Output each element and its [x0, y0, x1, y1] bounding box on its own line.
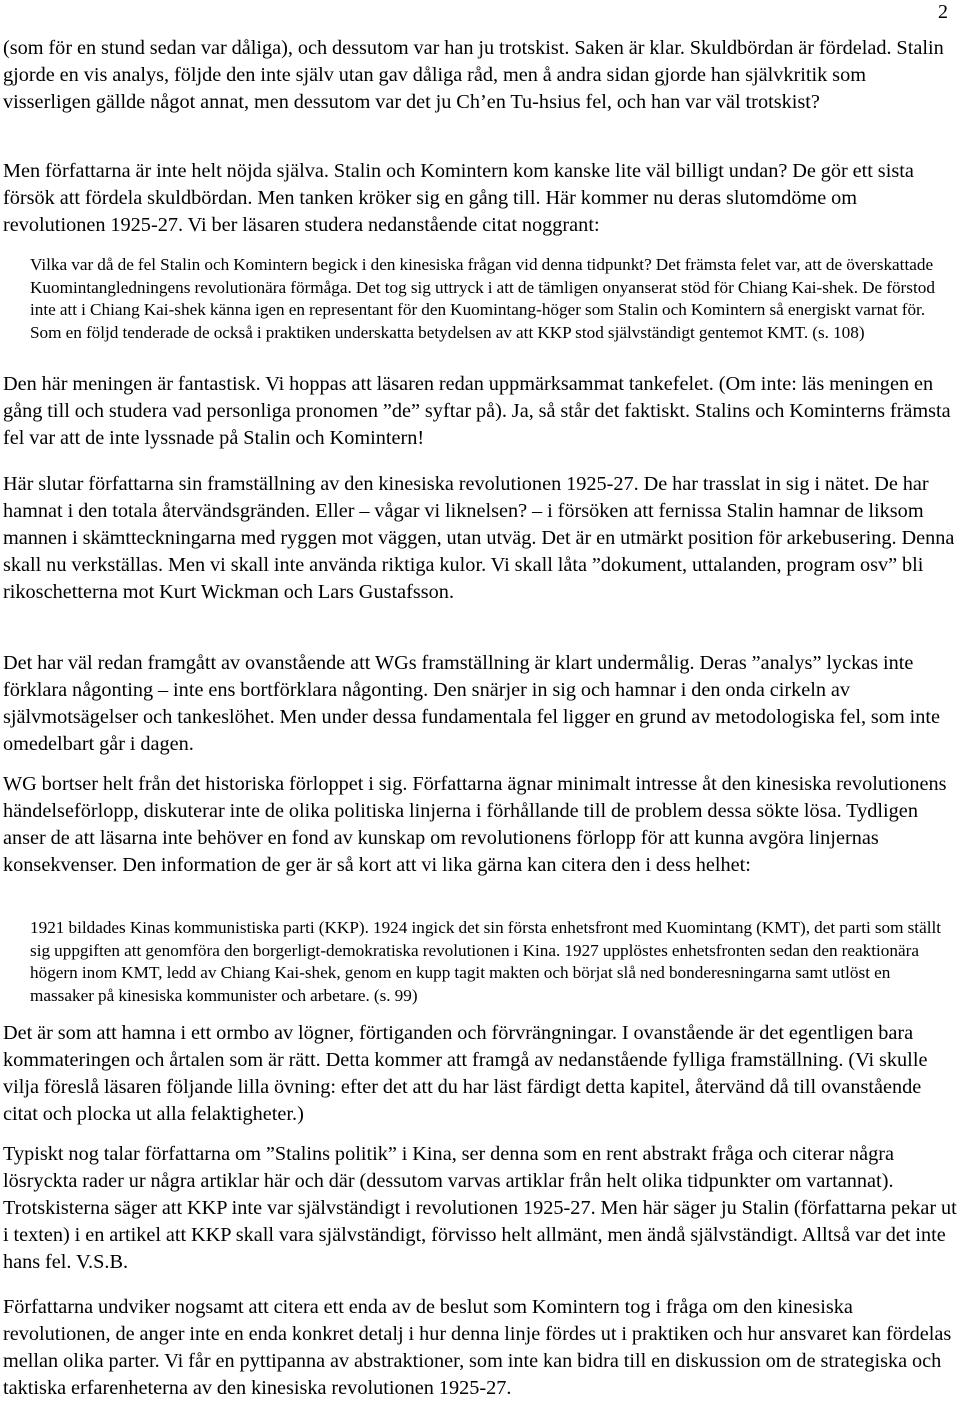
paragraph-forfattarna-inte-nojda: Men författarna är inte helt nöjda själva. Stalin och Komintern kom kanske lite väl billigt undan? De gör ett sista försök att fördela skuldbördan. Men tanken kröker sig en gång till. Här kommer nu deras slutomdöme om revolutionen 1925-27. Vi ber läsaren studera nedanstående citat noggrant:	[3, 160, 914, 236]
paragraph-stalins-politik: Typiskt nog talar författarna om ”Stalins politik” i Kina, ser denna som en rent abstrakt fråga och citerar några lösryckta rader ur några artiklar här och där (dessutom varvas artiklar från helt olika tidpunkter om vartannat). Trotskisterna säger att KKP inte var självständigt i revolutionen 1925-27. Men här säger ju Stalin (författarna pekar ut i texten) i en artikel att KKP skall vara självständigt, förvisso helt allmänt, men ändå självständigt. Alltså var det inte hans fel. V.S.B.	[3, 1143, 957, 1273]
paragraph-meningen-fantastisk: Den här meningen är fantastisk. Vi hoppas att läsaren redan uppmärksammat tankefelet. (Om inte: läs meningen en gång till och studera vad personliga pronomen ”de” syftar på). Ja, så står det faktiskt. Stalins och Kominterns främsta fel var att de inte lyssnade på Stalin och Komintern!	[3, 373, 951, 449]
paragraph-ormbo: Det är som att hamna i ett ormbo av lögner, förtiganden och förvrängningar. I ovanstående är det egentligen bara kommateringen och årtalen som är rätt. Detta kommer att framgå av nedanstående fylliga framställning. (Vi skulle vilja föreslå läsaren följande lilla övning: efter det att du har läst färdigt detta kapitel, återvänd då till ovanstående citat och plocka ut alla felaktigheter.)	[3, 1022, 928, 1125]
paragraph-undermalig: Det har väl redan framgått av ovanstående att WGs framställning är klart undermålig. Deras ”analys” lyckas inte förklara någonting – inte ens bortförklara någonting. Den snärjer in sig och hamnar i den onda cirkeln av självmotsägelser och tankeslöhet. Men under dessa fundamentala fel ligger en grund av metodologiska fel, som inte omedelbart går i dagen.	[3, 652, 940, 755]
paragraph-slutar-framstallning: Här slutar författarna sin framställning av den kinesiska revolutionen 1925-27. De har trasslat in sig i nätet. De har hamnat i den totala återvändsgränden. Eller – vågar vi liknelsen? – i försöken att fernissa Stalin hamnar de liksom mannen i skämtteckningarna med ryggen mot väggen, utan utväg. Det är en utmärkt position för arkebusering. Denna skall nu verkställas. Men vi skall inte använda riktiga kulor. Vi skall låta ”dokument, uttalanden, program osv” bli rikoschetterna mot Kurt Wickman och Lars Gustafsson.	[3, 473, 955, 603]
paragraph-skuldbordan: (som för en stund sedan var dåliga), och dessutom var han ju trotskist. Saken är klar. Skuldbördan är fördelad. Stalin gjorde en vis analys, följde den inte själv utan gav dåliga råd, men å andra sidan gjorde han självkritik som visserligen gällde något annat, men dessutom var det ju Ch’en Tu-hsius fel, och han var väl trotskist?	[3, 37, 944, 113]
block-quote-stalin-fel: Vilka var då de fel Stalin och Komintern begick i den kinesiska frågan vid denna tidpunkt? Det främsta felet var, att de överskattade Kuomintangledningens revolutionära förmåga. Det tog sig uttryck i att de tämligen onyanserat stöd för Chiang Kai-shek. De förstod inte att i Chiang Kai-shek känna igen en representant för den Kuomintang-höger som Stalin och Komintern så energiskt varnat för. Som en följd tenderade de också i praktiken underskatta betydelsen av att KKP stod självständigt gentemot KMT. (s. 108)	[30, 255, 935, 342]
page-number: 2	[938, 1, 948, 23]
paragraph-beslut-komintern: Författarna undviker nogsamt att citera ett enda av de beslut som Komintern tog i fråga om den kinesiska revolutionen, de anger inte en enda konkret detalj i hur denna linje fördes ut i praktiken och hur ansvaret kan fördelas mellan olika parter. Vi får en pyttipanna av abstraktioner, som inte kan bidra till en diskussion om de strategiska och taktiska erfarenheterna av den kinesiska revolutionen 1925-27.	[3, 1296, 952, 1399]
paragraph-historiska-forloppet: WG bortser helt från det historiska förloppet i sig. Författarna ägnar minimalt intresse åt den kinesiska revolutionens händelseförlopp, diskuterar inte de olika politiska linjerna i förhållande till de problem dessa sökte lösa. Tydligen anser de att läsarna inte behöver en fond av kunskap om revolutionens förlopp för att kunna avgöra linjernas konsekvenser. Den information de ger är så kort att vi lika gärna kan citera den i dess helhet:	[3, 773, 947, 876]
block-quote-kkp-1921: 1921 bildades Kinas kommunistiska parti (KKP). 1924 ingick det sin första enhetsfront med Kuomintang (KMT), det parti som ställt sig uppgiften att genomföra den borgerligt-demokratiska revolutionen i Kina. 1927 upplöstes enhetsfronten sedan den reaktionära högern inom KMT, ledd av Chiang Kai-shek, genom en kupp tagit makten och börjat slå ned bonderesningarna samt utlöst en massaker på kinesiska kommunister och arbetare. (s. 99)	[30, 918, 942, 1005]
